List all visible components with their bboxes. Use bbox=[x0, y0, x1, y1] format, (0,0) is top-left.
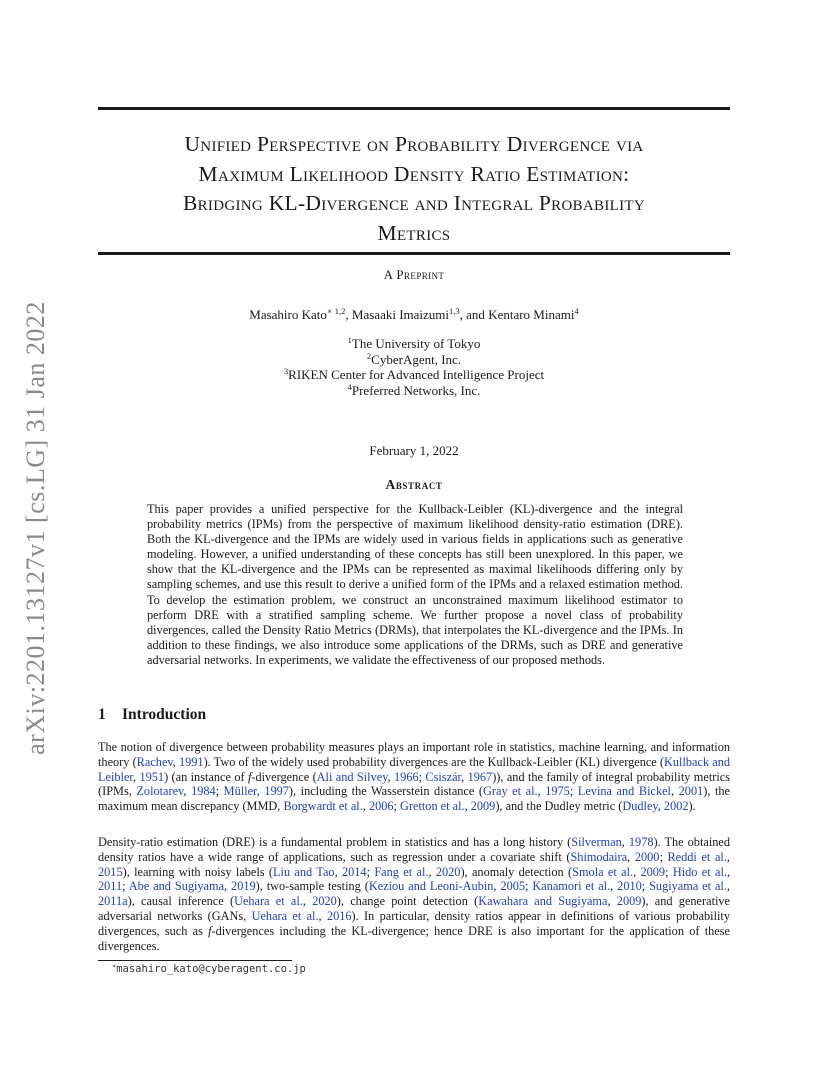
citation-link[interactable]: Liu and Tao bbox=[273, 864, 335, 879]
citation-link[interactable]: Fang et al. bbox=[374, 864, 429, 879]
citation-link[interactable]: Müller bbox=[223, 784, 257, 799]
title-line: Unified Perspective on Probability Divergence via bbox=[184, 132, 644, 156]
citation-link[interactable]: 1951 bbox=[139, 769, 165, 784]
citation-link[interactable]: Gretton et al. bbox=[400, 799, 465, 814]
author-affiliation-marks bbox=[327, 306, 346, 316]
affiliation-item bbox=[98, 367, 730, 383]
citation-link[interactable]: 2011 bbox=[98, 879, 123, 894]
text: ). In particular, density ratios appear in definitions of various probability divergences, such as bbox=[98, 908, 730, 938]
intro-paragraph-2 bbox=[98, 835, 730, 953]
text: )), and the family of integral probability metrics (IPMs, bbox=[98, 769, 730, 799]
citation-link[interactable]: Kawahara and Sugiyama bbox=[478, 894, 608, 909]
affiliation-number: 1 bbox=[347, 335, 352, 345]
text: ), the maximum mean discrepancy (MMD, bbox=[98, 784, 730, 814]
math-symbol: f bbox=[247, 769, 252, 784]
text: , bbox=[633, 864, 641, 879]
text: ). Two of the widely used probability divergences are the Kullback-Leibler (KL) divergence ( bbox=[203, 754, 665, 769]
text: The notion of divergence between probability measures plays an important role in statistics, machine learning, and information theory ( bbox=[98, 740, 730, 769]
preprint-label: A Preprint bbox=[383, 267, 445, 282]
affiliation-list bbox=[98, 336, 730, 398]
text: , bbox=[726, 879, 730, 894]
text: , bbox=[318, 908, 327, 923]
text: , bbox=[726, 864, 731, 879]
text: ; bbox=[641, 879, 650, 894]
citation-link[interactable]: Keziou and Leoni-Aubin bbox=[368, 879, 494, 894]
section-title: Introduction bbox=[122, 706, 207, 723]
text: ; bbox=[122, 879, 129, 894]
citation-link[interactable]: 2014 bbox=[341, 864, 367, 879]
citation-link[interactable]: 2000 bbox=[634, 849, 660, 864]
title-line: Metrics bbox=[377, 220, 451, 245]
text: , bbox=[493, 879, 501, 894]
citation-link[interactable]: 1967 bbox=[467, 769, 493, 784]
intro-paragraph-1 bbox=[98, 740, 730, 814]
text: , bbox=[172, 754, 179, 769]
section-number: 1 bbox=[98, 706, 106, 723]
citation-link[interactable]: Gray et al. bbox=[483, 784, 538, 799]
text: , bbox=[133, 769, 140, 784]
citation-link[interactable]: Rachev bbox=[136, 754, 173, 769]
author-name: Masaaki Imaizumi bbox=[351, 307, 450, 322]
text: , bbox=[183, 784, 192, 799]
affiliation-numbers: 1,2 bbox=[332, 306, 346, 316]
citation-link[interactable]: 2011a bbox=[98, 894, 128, 909]
text: ) (an instance of bbox=[164, 769, 248, 784]
text: ), anomaly detection ( bbox=[460, 864, 573, 879]
citation-link[interactable]: 2016 bbox=[326, 908, 352, 923]
citation-link[interactable]: Borgwardt et al. bbox=[283, 799, 363, 814]
text: ), two-sample testing ( bbox=[255, 879, 369, 894]
text: , bbox=[657, 799, 664, 814]
abstract-text: This paper provides a unified perspective for the Kullback-Leibler (KL)-divergence and the integral probability metrics (IPMs) from the perspective of maximum likelihood density-ratio estimation (DRE). Both the KL-divergence and the IPMs are widely used in various fields in applications such as generative modeling. However, a unified understanding of these concepts has still been unexplored. In this paper, we show that the KL-divergence and the IPMs can be represented as maximal likelihoods differing only by sampling schemes, and use this result to derive a unified form of the IPMs and a relaxed estimation method. To develop the estimation problem, we construct an unconstrained maximum likelihood estimator to perform DRE with a stratified sampling scheme. We further propose a novel class of probability divergences, called the Density Ratio Metrics (DRMs), that interpolates the KL-divergence and the IPMs. In addition to these findings, we also introduce some applications of the DRMs, such as DRE and generative adversarial networks. In experiments, we validate the effectiveness of our proposed methods. bbox=[147, 502, 683, 667]
text: , bbox=[302, 894, 313, 909]
citation-link[interactable]: Reddi et al. bbox=[667, 849, 727, 864]
footnote-mark: ∗ bbox=[112, 962, 117, 970]
footnote-email[interactable]: masahiro_kato@cyberagent.co.jp bbox=[116, 963, 306, 975]
title-line: Maximum Likelihood Density Ratio Estimation: bbox=[198, 161, 630, 186]
text: , bbox=[670, 784, 679, 799]
text: , bbox=[537, 784, 546, 799]
text: Density-ratio estimation (DRE) is a fundamental problem in statistics and has a long history ( bbox=[98, 835, 572, 849]
affiliation-name: The University of Tokyo bbox=[351, 336, 481, 351]
footnote bbox=[112, 963, 306, 975]
citation-link[interactable]: 1984 bbox=[191, 784, 216, 799]
author-separator: , bbox=[345, 307, 352, 322]
affiliation-item bbox=[98, 383, 730, 399]
citation-link[interactable]: 2020 bbox=[435, 864, 461, 879]
math-symbol: f bbox=[208, 923, 212, 938]
citation-link[interactable]: 1991 bbox=[178, 754, 204, 769]
citation-link[interactable]: 2002 bbox=[663, 799, 689, 814]
footnote-star-link[interactable]: ∗ bbox=[326, 306, 333, 316]
text: ), learning with noisy labels ( bbox=[122, 864, 274, 879]
text: ; bbox=[393, 799, 401, 814]
abstract-heading: Abstract bbox=[385, 477, 443, 492]
text: -divergences including the KL-divergence; hence DRE is also important for the application of these divergences. bbox=[98, 923, 730, 953]
citation-link[interactable]: 2015 bbox=[98, 864, 123, 879]
author-separator: , and bbox=[459, 307, 489, 322]
paper-title bbox=[98, 130, 730, 248]
text: ; bbox=[366, 864, 375, 879]
text: , bbox=[627, 849, 635, 864]
section-heading bbox=[98, 706, 206, 724]
citation-link[interactable]: Dudley bbox=[622, 799, 658, 814]
text: ; bbox=[418, 769, 426, 784]
title-rule-top bbox=[98, 107, 730, 110]
author-list bbox=[98, 307, 730, 323]
citation-link[interactable]: 1975 bbox=[545, 784, 570, 799]
text: ), and generative adversarial networks (GANs, bbox=[98, 894, 731, 923]
text: , bbox=[256, 784, 265, 799]
text: ), causal inference ( bbox=[127, 894, 235, 909]
citation-link[interactable]: 2009 bbox=[470, 799, 496, 814]
text: ; bbox=[525, 879, 533, 894]
affiliation-name: RIKEN Center for Advanced Intelligence Project bbox=[288, 367, 545, 382]
citation-link[interactable]: Uehara et al. bbox=[234, 894, 303, 909]
citation-link[interactable]: 2010 bbox=[617, 879, 642, 894]
affiliation-number: 2 bbox=[366, 350, 372, 361]
text: ; bbox=[659, 849, 668, 864]
affiliation-number: 4 bbox=[347, 381, 352, 392]
affiliation-name: CyberAgent, Inc. bbox=[371, 351, 462, 367]
citation-link[interactable]: 2006 bbox=[368, 799, 394, 814]
citation-link[interactable]: 2019 bbox=[231, 879, 256, 894]
affiliation-number: 3 bbox=[283, 366, 289, 376]
citation-link[interactable]: Csiszár bbox=[425, 769, 462, 784]
arxiv-identifier: arXiv:2201.13127v1 [cs.LG] 31 Jan 2022 bbox=[21, 301, 50, 755]
text: -divergence ( bbox=[251, 769, 317, 784]
citation-link[interactable]: 2020 bbox=[312, 894, 337, 909]
citation-link[interactable]: 2001 bbox=[678, 784, 704, 799]
title-line: Bridging KL-Divergence and Integral Probability bbox=[182, 191, 646, 215]
text: ; bbox=[215, 784, 224, 799]
publication-date: February 1, 2022 bbox=[369, 443, 459, 458]
citation-link[interactable]: Hido et al. bbox=[672, 864, 727, 879]
author-name: Kentaro Minami bbox=[488, 307, 575, 322]
citation-link[interactable]: Kullback and Leibler bbox=[98, 754, 730, 784]
citation-link[interactable]: 1997 bbox=[264, 784, 289, 799]
affiliation-item bbox=[98, 352, 730, 368]
citation-link[interactable]: Silverman bbox=[571, 835, 622, 849]
text: ), and the Dudley metric ( bbox=[495, 799, 623, 814]
text: , bbox=[610, 879, 618, 894]
text: , bbox=[461, 769, 468, 784]
citation-link[interactable]: 1966 bbox=[394, 769, 419, 784]
text: , bbox=[726, 849, 730, 864]
citation-link[interactable]: 1978 bbox=[628, 835, 654, 849]
text: , bbox=[428, 864, 436, 879]
citation-link[interactable]: 2005 bbox=[500, 879, 526, 894]
title-rule-bottom bbox=[98, 252, 730, 255]
affiliation-numbers: 4 bbox=[574, 306, 579, 316]
citation-link[interactable]: Zolotarev bbox=[136, 784, 184, 799]
author-name: Masahiro Kato bbox=[249, 307, 327, 322]
text: , bbox=[334, 864, 342, 879]
citation-link[interactable]: 2009 bbox=[640, 864, 666, 879]
text: ), including the Wasserstein distance ( bbox=[288, 784, 484, 799]
citation-link[interactable]: Ali and Silvey bbox=[316, 769, 388, 784]
citation-link[interactable]: Sugiyama et al. bbox=[649, 879, 727, 894]
citation-link[interactable]: Smola et al. bbox=[572, 864, 634, 879]
citation-link[interactable]: Shimodaira bbox=[570, 849, 628, 864]
text: , bbox=[224, 879, 232, 894]
citation-link[interactable]: Levina and Bickel bbox=[577, 784, 671, 799]
affiliation-item bbox=[98, 336, 730, 352]
text: , bbox=[607, 894, 617, 909]
text: , bbox=[464, 799, 471, 814]
text: ; bbox=[569, 784, 578, 799]
text: , bbox=[387, 769, 395, 784]
text: ). The obtained density ratios have a wide range of applications, such as regression under a covariate shift ( bbox=[98, 835, 730, 864]
affiliation-name: Preferred Networks, Inc. bbox=[351, 382, 481, 398]
text: ). bbox=[688, 799, 696, 814]
citation-link[interactable]: 2009 bbox=[616, 894, 642, 909]
affiliation-numbers: 1,3 bbox=[449, 306, 460, 316]
text: , bbox=[362, 799, 369, 814]
citation-link[interactable]: Uehara et al. bbox=[251, 908, 319, 923]
footnote-rule bbox=[98, 960, 292, 961]
text: ), change point detection ( bbox=[336, 894, 479, 909]
citation-link[interactable]: Kanamori et al. bbox=[532, 879, 611, 894]
text: ; bbox=[665, 864, 673, 879]
citation-link[interactable]: Abe and Sugiyama bbox=[128, 879, 225, 894]
text: , bbox=[621, 835, 629, 849]
